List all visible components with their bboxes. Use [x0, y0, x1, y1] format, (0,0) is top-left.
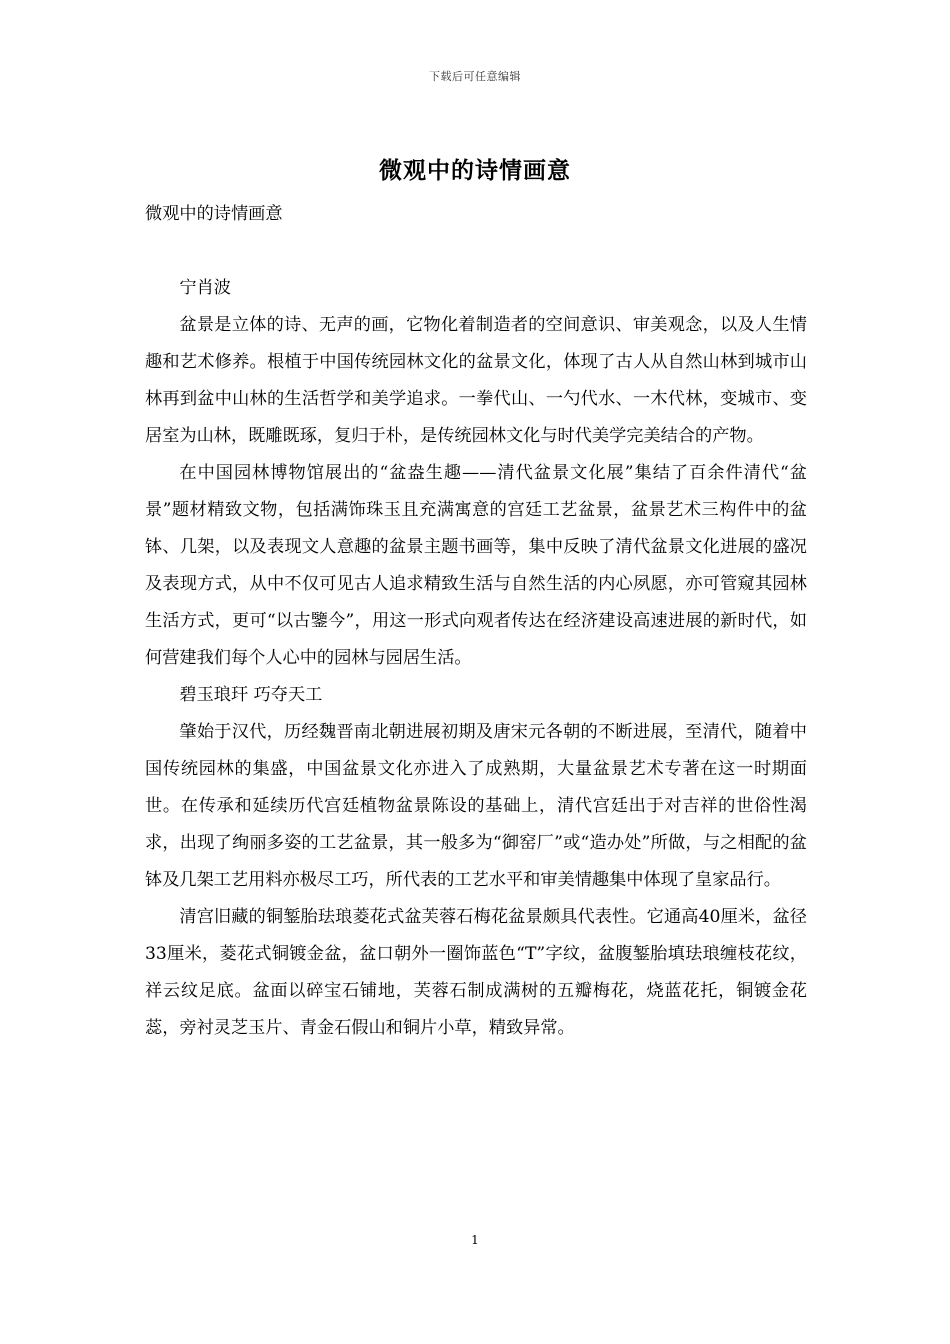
section-heading: 碧玉琅玕 巧夺天工 [179, 685, 323, 705]
page-number: 1 [471, 1233, 479, 1247]
paragraph: 清宫旧藏的铜錾胎珐琅菱花式盆芙蓉石梅花盆景颇具代表性。它通高40厘米，盆径33厘米，菱花式铜镀金盆，盆口朝外一圈饰蓝色“T”字纹，盆腹錾胎填珐琅缠枝花纹，祥云纹足底。盆面以碎宝石铺地，芙蓉石制成满树的五瓣梅花，烧蓝花托，铜镀金花蕊，旁衬灵芝玉片、青金石假山和铜片小草，精致异常。 [145, 907, 807, 1038]
paragraph: 肇始于汉代，历经魏晋南北朝进展初期及唐宋元各朝的不断进展，至清代，随着中国传统园林的集盛，中国盆景文化亦进入了成熟期，大量盆景艺术专著在这一时期面世。在传承和延续历代宫廷植物盆景陈设的基础上，清代宫廷出于对吉祥的世俗性渴求，出现了绚丽多姿的工艺盆景，其一般多为“御窑厂”或“造办处”所做，与之相配的盆钵及几架工艺用料亦极尽工巧，所代表的工艺水平和审美情趣集中体现了皇家品行。 [145, 722, 807, 890]
paragraph: 盆景是立体的诗、无声的画，它物化着制造者的空间意识、审美观念，以及人生情趣和艺术修养。根植于中国传统园林文化的盆景文化，体现了古人从自然山林到城市山林再到盆中山林的生活哲学和美学追求。一拳代山、一勺代水、一木代林，变城市、变居室为山林，既雕既琢，复归于朴，是传统园林文化与时代美学完美结合的产物。 [145, 315, 807, 446]
document-title: 微观中的诗情画意 [379, 157, 571, 184]
subtitle: 微观中的诗情画意 [145, 204, 283, 224]
author-name: 宁肖波 [179, 278, 231, 298]
paragraph: 在中国园林博物馆展出的“盆盎生趣——清代盆景文化展”集结了百余件清代“盆景”题材精致文物，包括满饰珠玉且充满寓意的宫廷工艺盆景，盆景艺术三构件中的盆钵、几架，以及表现文人意趣的盆景主题书画等，集中反映了清代盆景文化进展的盛况及表现方式，从中不仅可见古人追求精致生活与自然生活的内心夙愿，亦可管窥其园林生活方式，更可“以古鑒今”，用这一形式向观者传达在经济建设高速进展的新时代，如何营建我们每个人心中的园林与园居生活。 [145, 463, 807, 668]
document-body [145, 196, 807, 1047]
blank-line [145, 233, 807, 270]
page-header-note: 下载后可任意编辑 [429, 70, 521, 83]
